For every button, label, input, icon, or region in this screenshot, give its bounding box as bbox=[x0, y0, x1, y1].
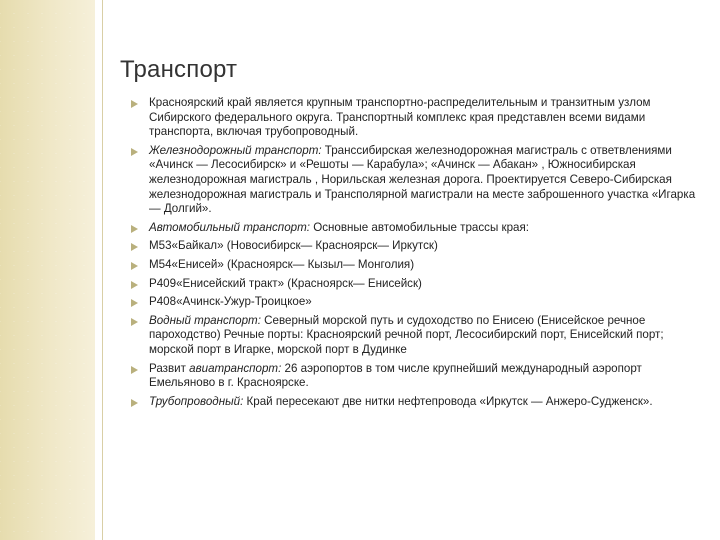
decorative-side-band bbox=[0, 0, 95, 540]
list-item bbox=[131, 277, 696, 292]
list-item bbox=[131, 221, 696, 236]
item-text: М54«Енисей» (Красноярск— Кызыл— Монголия) bbox=[149, 257, 415, 271]
item-emphasis: авиатранспорт: bbox=[189, 361, 282, 375]
list-item bbox=[131, 258, 696, 273]
bullet-icon bbox=[131, 281, 138, 289]
bullet-icon bbox=[131, 243, 138, 251]
item-emphasis: Автомобильный транспорт: bbox=[149, 220, 310, 234]
bullet-icon bbox=[131, 262, 138, 270]
list-item bbox=[131, 362, 696, 391]
item-text: Транссибирская железнодорожная магистраль с ответвлениями «Ачинск — Лесосибирск» и «Решоты — Карабула»; «Ачинск — Абакан» , Южносибирская железнодорожная магистраль , Норильская железная дорога. Проектируется Северо-Сибирская железнодорожная магистраль и Трансполярной магистрали на месте заброшенного участка «Игарка— Долгий». bbox=[149, 143, 696, 216]
bullet-icon bbox=[131, 100, 138, 108]
bullet-list bbox=[131, 96, 696, 413]
item-text: Р409«Енисейский тракт» (Красноярск— Енисейск) bbox=[149, 276, 422, 290]
list-item bbox=[131, 395, 696, 410]
item-text: Основные автомобильные трассы края: bbox=[309, 220, 529, 234]
bullet-icon bbox=[131, 225, 138, 233]
bullet-icon bbox=[131, 399, 138, 407]
list-item bbox=[131, 239, 696, 254]
bullet-icon bbox=[131, 366, 138, 374]
item-text: 26 аэропортов в том числе крупнейший международный аэропорт Емельяново в г. Красноярске. bbox=[149, 361, 642, 390]
item-text: Северный морской путь и судоходство по Енисею (Енисейское речное пароходство) Речные порты: Красноярский речной порт, Лесосибирский порт, Енисейский порт; морской порт в Игарке, морской порт в Дудинке bbox=[149, 313, 664, 356]
item-text: Край пересекают две нитки нефтепровода «Иркутск — Анжеро-Судженск». bbox=[243, 394, 653, 408]
list-item bbox=[131, 314, 696, 358]
list-item bbox=[131, 295, 696, 310]
list-item bbox=[131, 144, 696, 217]
item-text: Р408«Ачинск-Ужур-Троицкое» bbox=[149, 295, 312, 309]
item-emphasis: Железнодорожный транспорт: bbox=[149, 143, 322, 157]
item-text: Красноярский край является крупным транспортно-распределительным и транзитным узлом Сибирского федерального округа. Транспортный комплекс края представлен всеми видами транспорта, включая трубопроводный. bbox=[149, 96, 651, 139]
bullet-icon bbox=[131, 299, 138, 307]
bullet-icon bbox=[131, 318, 138, 326]
slide-content bbox=[103, 0, 720, 540]
item-text: М53«Байкал» (Новосибирск— Красноярск— Иркутск) bbox=[149, 239, 438, 253]
bullet-icon bbox=[131, 148, 138, 156]
slide-title: Транспорт bbox=[120, 56, 238, 83]
item-emphasis: Водный транспорт: bbox=[149, 313, 261, 327]
item-emphasis: Трубопроводный: bbox=[149, 394, 244, 408]
list-item bbox=[131, 96, 696, 140]
item-prefix: Развит bbox=[149, 361, 190, 375]
